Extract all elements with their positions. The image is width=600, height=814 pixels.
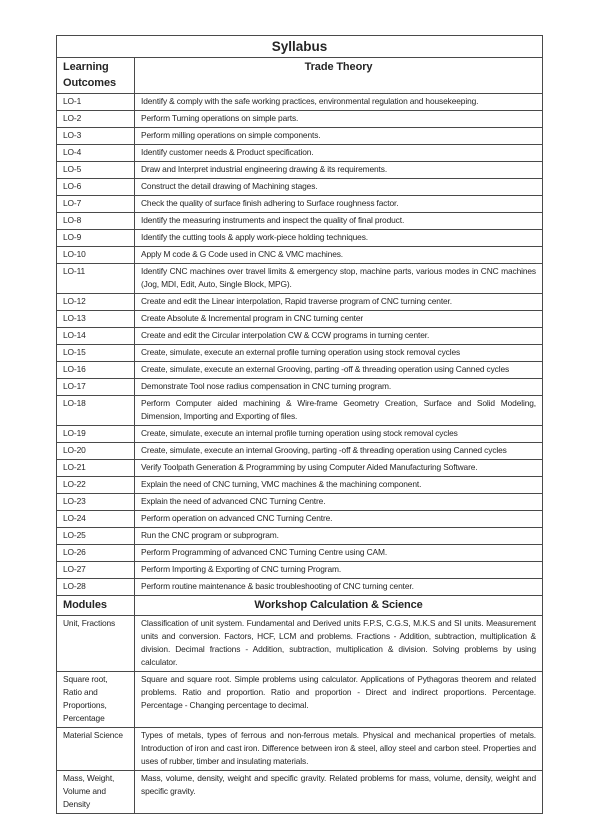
table-row-lo-24-text-cell: Perform operation on advanced CNC Turning Centre. bbox=[135, 511, 543, 528]
table-row-lo-25-label-cell: LO-25 bbox=[57, 528, 135, 545]
table-row-lo-22 bbox=[57, 477, 543, 494]
table-row-lo-25-text-cell: Run the CNC program or subprogram. bbox=[135, 528, 543, 545]
table-row-lo-6-text-cell: Construct the detail drawing of Machining stages. bbox=[135, 179, 543, 196]
modules-header-row bbox=[57, 596, 543, 616]
table-row-lo-8 bbox=[57, 213, 543, 230]
table-row-lo-27-label-cell: LO-27 bbox=[57, 562, 135, 579]
table-row-lo-8-text-cell: Identify the measuring instruments and inspect the quality of final product. bbox=[135, 213, 543, 230]
table-row-lo-5-label-cell: LO-5 bbox=[57, 162, 135, 179]
table-row-lo-17 bbox=[57, 379, 543, 396]
modules-header-label: Modules bbox=[57, 596, 135, 616]
table-row-lo-8-label-cell: LO-8 bbox=[57, 213, 135, 230]
module-row-3-label-cell: Material Science bbox=[57, 728, 135, 771]
table-row-lo-23-label-cell: LO-23 bbox=[57, 494, 135, 511]
table-row-lo-4-text-cell: Identify customer needs & Product specification. bbox=[135, 145, 543, 162]
table-row-lo-3-label-cell: LO-3 bbox=[57, 128, 135, 145]
table-row-lo-28-label-cell: LO-28 bbox=[57, 579, 135, 596]
table-row-lo-2 bbox=[57, 111, 543, 128]
table-row-lo-21-label-cell: LO-21 bbox=[57, 460, 135, 477]
table-row-lo-20-text-cell: Create, simulate, execute an internal Grooving, parting -off & threading operation using Canned cycles bbox=[135, 443, 543, 460]
column-header-row bbox=[57, 58, 543, 94]
table-row-lo-7 bbox=[57, 196, 543, 213]
table-row-lo-14-text-cell: Create and edit the Circular interpolation CW & CCW programs in turning center. bbox=[135, 328, 543, 345]
table-row-lo-18 bbox=[57, 396, 543, 426]
page-title: Syllabus bbox=[57, 36, 543, 58]
table-row-lo-20 bbox=[57, 443, 543, 460]
table-row-lo-16-text-cell: Create, simulate, execute an external Grooving, parting -off & threading operation using Canned cycles bbox=[135, 362, 543, 379]
table-row-lo-2-text-cell: Perform Turning operations on simple parts. bbox=[135, 111, 543, 128]
table-row-lo-9-text-cell: Identify the cutting tools & apply work-piece holding techniques. bbox=[135, 230, 543, 247]
table-row-lo-15 bbox=[57, 345, 543, 362]
table-row-lo-10 bbox=[57, 247, 543, 264]
table-row-lo-12 bbox=[57, 294, 543, 311]
table-row-lo-5-text-cell: Draw and Interpret industrial engineering drawing & its requirements. bbox=[135, 162, 543, 179]
table-row-lo-3 bbox=[57, 128, 543, 145]
table-row-lo-11-text-cell: Identify CNC machines over travel limits & emergency stop, machine parts, various modes in CNC machines (Jog, MDI, Edit, Auto, Single Block, MPG). bbox=[135, 264, 543, 294]
table-row-lo-7-text-cell: Check the quality of surface finish adhering to Surface roughness factor. bbox=[135, 196, 543, 213]
module-row-3-text-cell: Types of metals, types of ferrous and non-ferrous metals. Physical and mechanical properties of metals. Introduction of iron and cast iron. Difference between iron & steel, alloy steel and carbon steel. Properties and uses of rubber, timber and insulating materials. bbox=[135, 728, 543, 771]
table-row-lo-18-label-cell: LO-18 bbox=[57, 396, 135, 426]
table-row-lo-24 bbox=[57, 511, 543, 528]
table-row-lo-15-text-cell: Create, simulate, execute an external profile turning operation using stock removal cycles bbox=[135, 345, 543, 362]
table-row-lo-11 bbox=[57, 264, 543, 294]
table-row-lo-9 bbox=[57, 230, 543, 247]
workshop-calc-science-header: Workshop Calculation & Science bbox=[135, 596, 543, 616]
module-row-4-label-cell: Mass, Weight, Volume and Density bbox=[57, 771, 135, 814]
module-row-2 bbox=[57, 672, 543, 728]
table-row-lo-19-label-cell: LO-19 bbox=[57, 426, 135, 443]
table-row-lo-13-label-cell: LO-13 bbox=[57, 311, 135, 328]
table-row-lo-26-text-cell: Perform Programming of advanced CNC Turning Centre using CAM. bbox=[135, 545, 543, 562]
title-row bbox=[57, 36, 543, 58]
module-row-2-label-cell: Square root, Ratio and Proportions, Percentage bbox=[57, 672, 135, 728]
table-row-lo-21-text-cell: Verify Toolpath Generation & Programming by using Computer Aided Manufacturing Software. bbox=[135, 460, 543, 477]
table-row-lo-1-label-cell: LO-1 bbox=[57, 94, 135, 111]
table-row-lo-6-label-cell: LO-6 bbox=[57, 179, 135, 196]
table-row-lo-11-label-cell: LO-11 bbox=[57, 264, 135, 294]
table-row-lo-23 bbox=[57, 494, 543, 511]
table-row-lo-7-label-cell: LO-7 bbox=[57, 196, 135, 213]
table-row-lo-15-label-cell: LO-15 bbox=[57, 345, 135, 362]
table-row-lo-17-label-cell: LO-17 bbox=[57, 379, 135, 396]
table-row-lo-19 bbox=[57, 426, 543, 443]
table-row-lo-22-label-cell: LO-22 bbox=[57, 477, 135, 494]
table-row-lo-6 bbox=[57, 179, 543, 196]
table-row-lo-4 bbox=[57, 145, 543, 162]
module-row-4 bbox=[57, 771, 543, 814]
table-row-lo-2-label-cell: LO-2 bbox=[57, 111, 135, 128]
table-row-lo-12-label-cell: LO-12 bbox=[57, 294, 135, 311]
table-row-lo-25 bbox=[57, 528, 543, 545]
table-row-lo-27-text-cell: Perform Importing & Exporting of CNC turning Program. bbox=[135, 562, 543, 579]
table-row-lo-1-text-cell: Identify & comply with the safe working practices, environmental regulation and housekeeping. bbox=[135, 94, 543, 111]
table-row-lo-13-text-cell: Create Absolute & Incremental program in CNC turning center bbox=[135, 311, 543, 328]
table-row-lo-1 bbox=[57, 94, 543, 111]
table-row-lo-20-label-cell: LO-20 bbox=[57, 443, 135, 460]
module-row-1 bbox=[57, 616, 543, 672]
module-row-1-label-cell: Unit, Fractions bbox=[57, 616, 135, 672]
table-row-lo-16 bbox=[57, 362, 543, 379]
table-row-lo-13 bbox=[57, 311, 543, 328]
table-row-lo-23-text-cell: Explain the need of advanced CNC Turning Centre. bbox=[135, 494, 543, 511]
module-row-3 bbox=[57, 728, 543, 771]
table-row-lo-27 bbox=[57, 562, 543, 579]
table-row-lo-22-text-cell: Explain the need of CNC turning, VMC machines & the machining component. bbox=[135, 477, 543, 494]
module-row-1-text-cell: Classification of unit system. Fundamental and Derived units F.P.S, C.G.S, M.K.S and SI units. Measurement units and conversion. Factors, HCF, LCM and problems. Fractions - Addition, subtraction, multiplication & division. Decimal fractions - Addition, subtraction, multiplication & division. Solving problems by using calculator. bbox=[135, 616, 543, 672]
column-header-learning-outcomes: Learning Outcomes bbox=[57, 58, 135, 94]
table-row-lo-9-label-cell: LO-9 bbox=[57, 230, 135, 247]
table-row-lo-19-text-cell: Create, simulate, execute an internal profile turning operation using stock removal cycles bbox=[135, 426, 543, 443]
table-row-lo-18-text-cell: Perform Computer aided machining & Wire-frame Geometry Creation, Surface and Solid Modeling, Dimension, Importing and Exporting of files. bbox=[135, 396, 543, 426]
module-row-4-text-cell: Mass, volume, density, weight and specific gravity. Related problems for mass, volume, density, weight and specific gravity. bbox=[135, 771, 543, 814]
table-row-lo-4-label-cell: LO-4 bbox=[57, 145, 135, 162]
table-row-lo-10-text-cell: Apply M code & G Code used in CNC & VMC machines. bbox=[135, 247, 543, 264]
module-row-2-text-cell: Square and square root. Simple problems using calculator. Applications of Pythagoras theorem and related problems. Ratio and proportion. Ratio and proportion - Direct and indirect proportions. Percentage. Percentage - Changing percentage to decimal. bbox=[135, 672, 543, 728]
table-row-lo-10-label-cell: LO-10 bbox=[57, 247, 135, 264]
table-row-lo-14-label-cell: LO-14 bbox=[57, 328, 135, 345]
table-row-lo-28-text-cell: Perform routine maintenance & basic troubleshooting of CNC turning center. bbox=[135, 579, 543, 596]
syllabus-table bbox=[56, 35, 543, 814]
table-row-lo-28 bbox=[57, 579, 543, 596]
table-row-lo-5 bbox=[57, 162, 543, 179]
table-row-lo-26 bbox=[57, 545, 543, 562]
table-row-lo-17-text-cell: Demonstrate Tool nose radius compensation in CNC turning program. bbox=[135, 379, 543, 396]
table-row-lo-3-text-cell: Perform milling operations on simple components. bbox=[135, 128, 543, 145]
column-header-trade-theory: Trade Theory bbox=[135, 58, 543, 94]
table-row-lo-14 bbox=[57, 328, 543, 345]
table-row-lo-12-text-cell: Create and edit the Linear interpolation, Rapid traverse program of CNC turning center. bbox=[135, 294, 543, 311]
table-row-lo-16-label-cell: LO-16 bbox=[57, 362, 135, 379]
table-row-lo-21 bbox=[57, 460, 543, 477]
table-row-lo-26-label-cell: LO-26 bbox=[57, 545, 135, 562]
table-row-lo-24-label-cell: LO-24 bbox=[57, 511, 135, 528]
